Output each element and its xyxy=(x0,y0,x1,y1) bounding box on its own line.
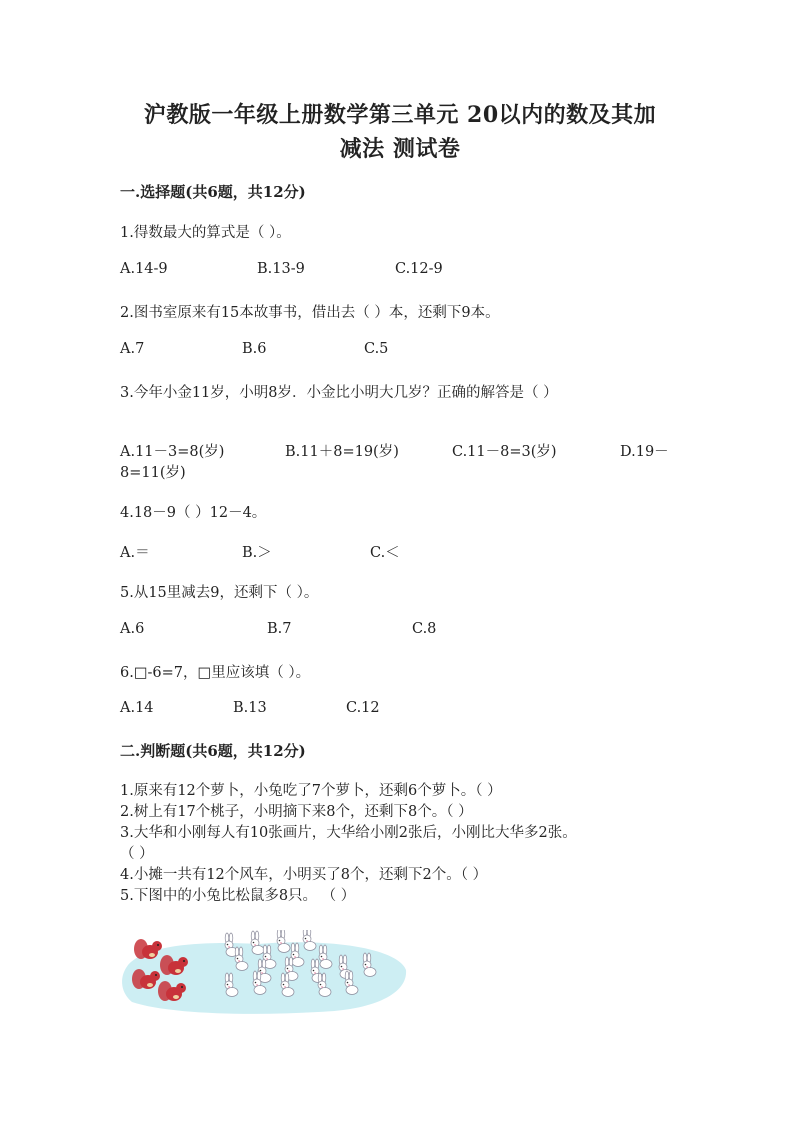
rabbit xyxy=(251,931,264,955)
q4-option-a: A.＝ xyxy=(120,545,150,561)
q5-option-b: B.7 xyxy=(267,621,292,637)
section-choice-heading: 一.选择题(共6题，共12分) xyxy=(120,183,306,201)
q6-option-b: B.13 xyxy=(233,700,267,716)
q5-option-a: A.6 xyxy=(120,621,145,637)
q2-option-a: A.7 xyxy=(120,341,145,357)
q1-option-b: B.13-9 xyxy=(257,261,305,277)
q2-option-b: B.6 xyxy=(242,341,267,357)
judge-item-2: 2.树上有17个桃子，小明摘下来8个，还剩下8个。（ ） xyxy=(120,804,473,820)
section-judge-heading: 二.判断题(共6题，共12分) xyxy=(120,742,306,760)
q4-option-c: C.＜ xyxy=(370,545,400,561)
q3-option-c: C.11－8=3(岁) xyxy=(452,444,557,460)
squirrels-rabbits-illustration xyxy=(118,930,408,1015)
rabbit xyxy=(277,930,290,953)
question-4: 4.18－9（ ）12－4。 xyxy=(120,505,267,521)
title-line-2: 减法 测试卷 xyxy=(339,136,461,162)
question-3: 3.今年小金11岁，小明8岁．小金比小明大几岁？正确的解答是（ ） xyxy=(120,385,558,401)
question-5: 5.从15里减去9，还剩下（ ）。 xyxy=(120,585,319,601)
q1-option-c: C.12-9 xyxy=(395,261,443,277)
q2-option-c: C.5 xyxy=(364,341,389,357)
judge-item-1: 1.原来有12个萝卜，小兔吃了7个萝卜，还剩6个萝卜。（ ） xyxy=(120,783,502,799)
q5-option-c: C.8 xyxy=(412,621,437,637)
title-line-1: 沪教版一年级上册数学第三单元 20以内的数及其加 xyxy=(143,102,657,128)
q6-option-c: C.12 xyxy=(346,700,380,716)
q3-option-d: D.19－ xyxy=(620,444,669,460)
judge-item-4: 4.小摊一共有12个风车，小明买了8个，还剩下2个。（ ） xyxy=(120,867,488,883)
q6-option-a: A.14 xyxy=(120,700,154,716)
judge-item-5: 5.下图中的小兔比松鼠多8只。 （ ） xyxy=(120,888,356,904)
judge-item-3: 3.大华和小刚每人有10张画片，大华给小刚2张后，小刚比大华多2张。 xyxy=(120,825,577,841)
question-2: 2.图书室原来有15本故事书，借出去（ ）本，还剩下9本。 xyxy=(120,305,500,321)
q4-option-b: B.＞ xyxy=(242,545,272,561)
rabbit xyxy=(303,930,316,951)
q1-option-a: A.14-9 xyxy=(120,261,168,277)
question-6: 6.□-6=7，□里应该填（ ）。 xyxy=(120,665,311,681)
question-1: 1.得数最大的算式是（ ）。 xyxy=(120,225,291,241)
q3-option-d-continued: 8=11(岁) xyxy=(120,465,186,481)
q3-option-a: A.11－3=8(岁) xyxy=(120,444,225,460)
judge-item-3-bracket: （ ） xyxy=(120,846,154,862)
q3-option-b: B.11＋8=19(岁) xyxy=(285,444,399,460)
